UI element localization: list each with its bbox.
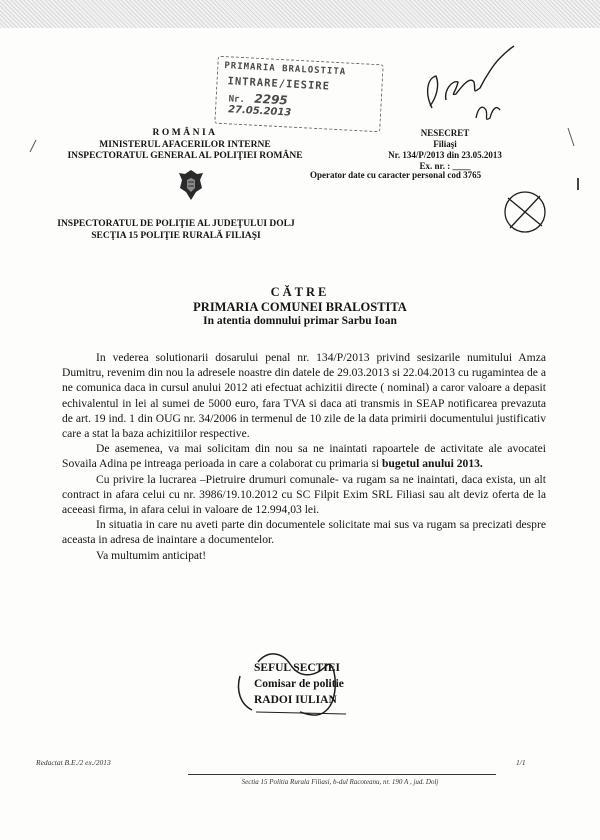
issuer-header — [40, 128, 330, 163]
paragraph-missing-documents: In situatia in care nu aveti parte din documentele solicitate mai sus va rugam sa precizati despre aceasta in adresa de inaintare a documentelor. — [62, 518, 546, 547]
margin-mark-right — [568, 128, 574, 146]
stamp-institution: PRIMARIA BRALOSTITA — [224, 61, 347, 78]
registration-stamp — [214, 56, 383, 133]
city-label: Filiaşi — [433, 139, 457, 149]
paragraph-thanks: Va multumim anticipat! — [96, 548, 207, 562]
registration-number: Nr. 134/P/2013 din 23.05.2013 — [388, 150, 502, 160]
copy-number: Ex. nr. : ____ — [419, 161, 471, 171]
footer-address: Sectia 15 Politia Rurala Filiasi, b-dul Racoteanu, nr. 190 A , jud. Dolj — [241, 778, 439, 786]
signatory-rank: Comisar de politie — [254, 678, 344, 690]
signatory-name: RADOI IULIAN — [254, 694, 337, 706]
document-registration — [360, 128, 530, 172]
stamp-number-label: Nr. — [228, 94, 246, 106]
handwritten-initial-top — [476, 107, 500, 119]
inspectorate-name: INSPECTORATUL GENERAL AL POLIŢIEI ROMÂNE — [67, 151, 303, 161]
page-number: 1/1 — [516, 758, 526, 767]
signature-block — [254, 660, 344, 708]
addressee-block — [90, 285, 510, 327]
stamp-date: 27.05.2013 — [227, 104, 292, 119]
addressee-institution: PRIMARIA COMUNEI BRALOSTITA — [193, 300, 407, 314]
handwritten-signature-top — [428, 46, 514, 108]
signatory-title: SEFUL SECTIEI — [254, 662, 340, 674]
operator-code: Operator date cu caracter personal cod 3765 — [310, 170, 482, 180]
police-unit — [56, 219, 296, 242]
stamp-number-value: 2295 — [254, 91, 289, 108]
section-name: SECŢIA 15 POLIŢIE RURALĂ FILIAŞI — [91, 230, 261, 241]
addressee-attention: In atentia domnului primar Sarbu Ioan — [203, 315, 397, 327]
redactor-note: Redactat B.E./2 ex./2013 — [36, 758, 111, 767]
coat-of-arms-icon — [176, 168, 206, 202]
paragraph-road-works: Cu privire la lucrarea –Pietruire drumuri comunale- va rugam sa ne inaintati, daca exista, un alt contract in afara celui cu nr. 3986/19.10.2012 cu SC Filpit Exim SRL Filiasi sau alt deviz oferta de la aceeasi firma, in afara celui in valoare de 12.994,03 lei. — [62, 472, 546, 517]
paragraph-request-reports-text: De asemenea, va mai solicitam din nou sa ne inaintati rapoartele de activitate ale avocatei Sovaila Adina pe intreaga perioada in care a colaborat cu primaria si — [62, 442, 546, 471]
handwritten-cross-mark — [508, 196, 542, 228]
paragraph-request-acquisitions: In vederea solutionarii dosarului penal nr. 134/P/2013 privind sesizarile numitului Amza Dumitru, revenim din nou la adresele noastre din datele de 29.03.2013 si 22.04.2013 cu rugamintea de a ne comunica daca in cursul anului 2012 ati efectuat achizitii directe ( nominal) a caror valoare a depasit echivalentul in lei al sumei de 5000 euro, fara TVA si daca ati transmis in SEAP notificarea prevazuta de art. 19 ind. 1 din OUG nr. 34/2006 in termenul de 10 zile de la data primirii documentului justificativ care a stat la baza achizitiilor respective. — [62, 351, 546, 441]
addressee-to: CĂTRE — [270, 285, 330, 299]
paragraph-request-reports — [62, 441, 546, 471]
classification-label: NESECRET — [420, 128, 470, 138]
paragraph-request-reports-bold: bugetul anului 2013. — [381, 457, 483, 471]
ministry-name: MINISTERUL AFACERILOR INTERNE — [99, 139, 271, 150]
letter-body — [62, 350, 546, 563]
footer-divider — [188, 774, 496, 775]
stamp-direction: INTRARE/IESIRE — [227, 75, 331, 93]
county-inspectorate: INSPECTORATUL DE POLIŢIE AL JUDEŢULUI DOLJ — [57, 219, 295, 229]
margin-mark-left — [30, 140, 36, 152]
country-name: ROMÂNIA — [152, 128, 218, 138]
